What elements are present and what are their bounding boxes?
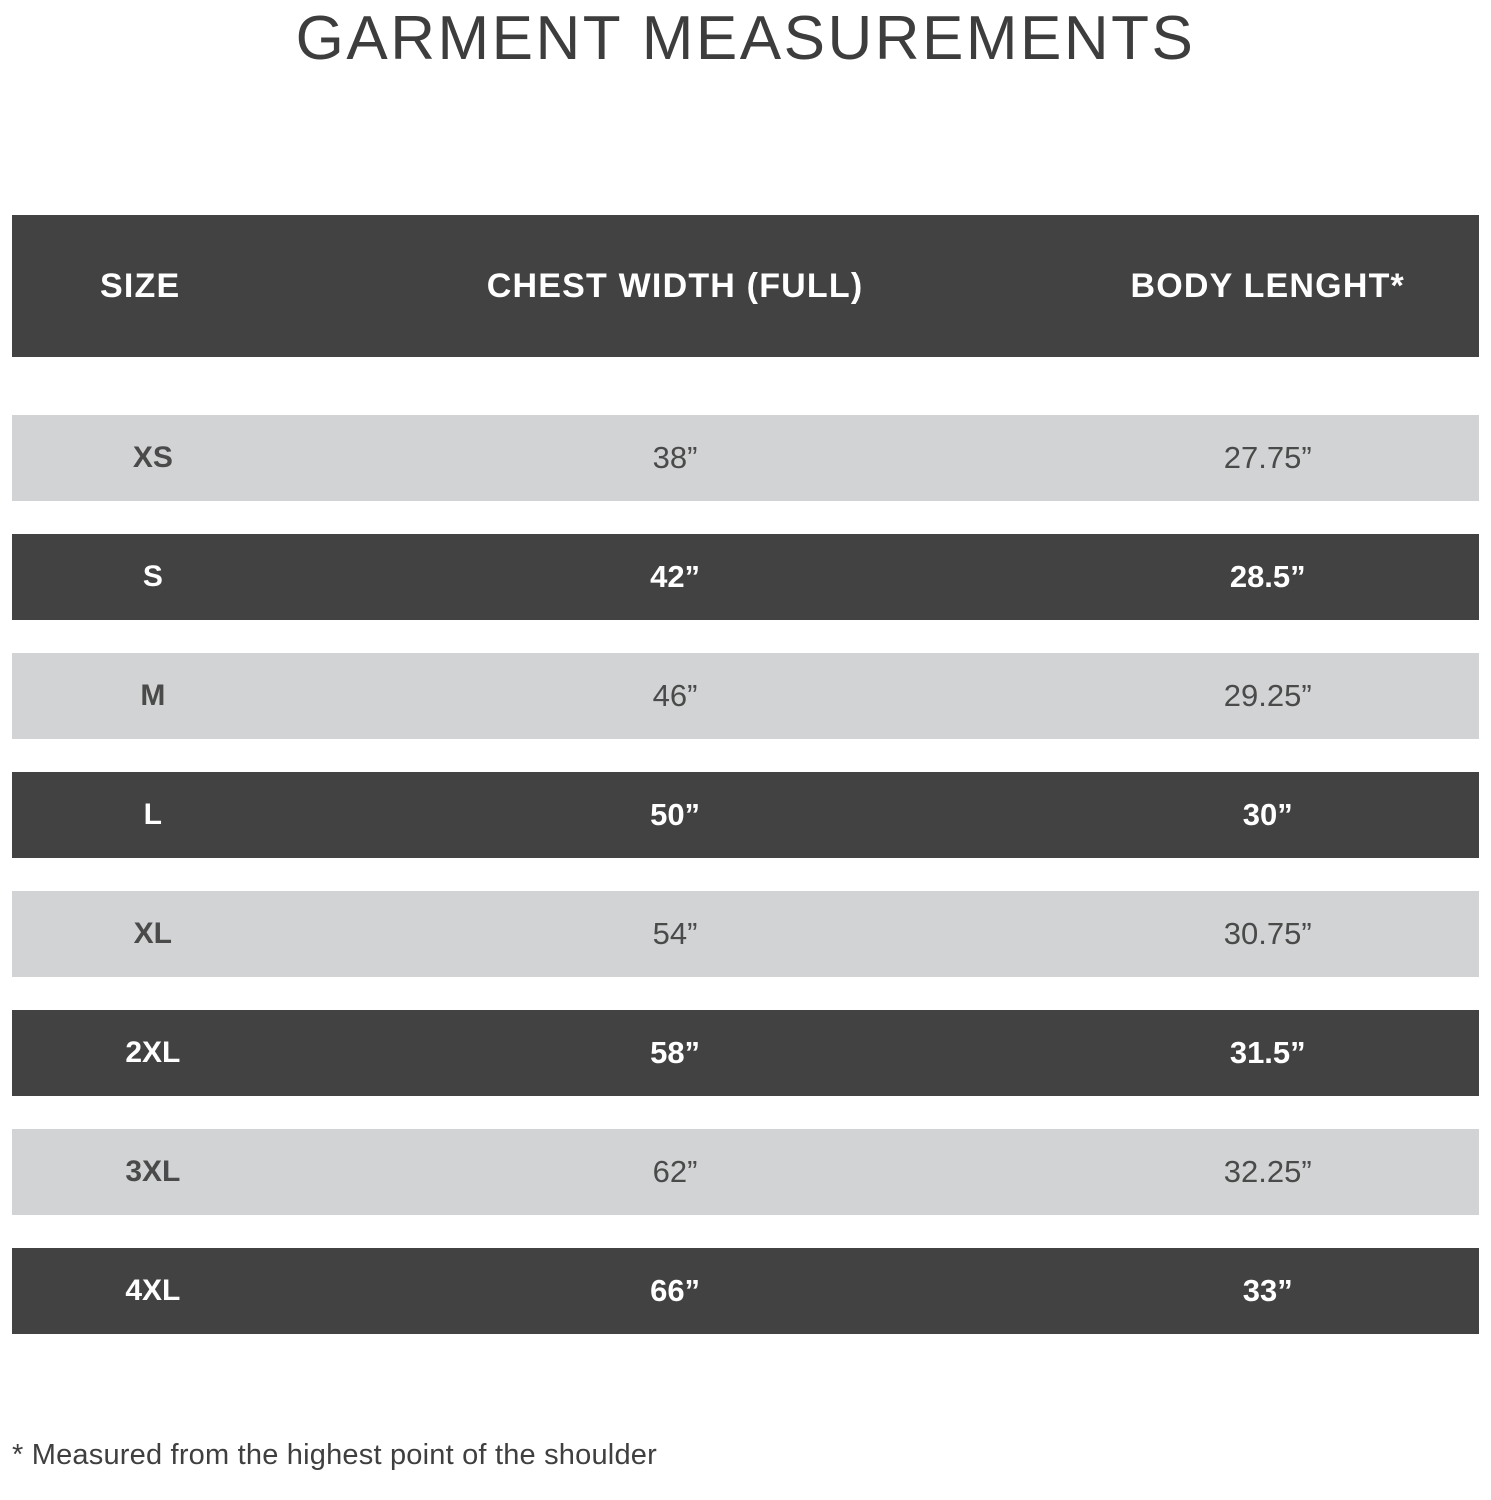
cell-chest-width: 62” bbox=[294, 1129, 1057, 1215]
table-row bbox=[12, 1129, 1479, 1215]
row-gap bbox=[12, 858, 1479, 891]
table-row bbox=[12, 653, 1479, 739]
column-header-chest-width: CHEST WIDTH (FULL) bbox=[294, 215, 1057, 357]
table-row bbox=[12, 891, 1479, 977]
row-gap bbox=[12, 501, 1479, 534]
cell-size: 3XL bbox=[12, 1129, 294, 1215]
cell-chest-width: 50” bbox=[294, 772, 1057, 858]
cell-size: M bbox=[12, 653, 294, 739]
cell-chest-width: 46” bbox=[294, 653, 1057, 739]
column-header-body-length: BODY LENGHT* bbox=[1057, 215, 1480, 357]
cell-chest-width: 42” bbox=[294, 534, 1057, 620]
cell-size: XS bbox=[12, 415, 294, 501]
row-gap bbox=[12, 1096, 1479, 1129]
cell-size: L bbox=[12, 772, 294, 858]
table-row bbox=[12, 415, 1479, 501]
cell-body-length: 32.25” bbox=[1057, 1129, 1480, 1215]
cell-body-length: 28.5” bbox=[1057, 534, 1480, 620]
header-spacer bbox=[12, 357, 1479, 415]
garment-measurements-table bbox=[12, 215, 1479, 1334]
table-body bbox=[12, 357, 1479, 1334]
row-gap bbox=[12, 977, 1479, 1010]
row-gap bbox=[12, 1215, 1479, 1248]
cell-chest-width: 54” bbox=[294, 891, 1057, 977]
cell-size: S bbox=[12, 534, 294, 620]
cell-body-length: 30” bbox=[1057, 772, 1480, 858]
cell-body-length: 27.75” bbox=[1057, 415, 1480, 501]
table-row bbox=[12, 1248, 1479, 1334]
cell-size: 2XL bbox=[12, 1010, 294, 1096]
cell-body-length: 31.5” bbox=[1057, 1010, 1480, 1096]
table-row bbox=[12, 534, 1479, 620]
row-gap bbox=[12, 739, 1479, 772]
table-row bbox=[12, 772, 1479, 858]
cell-body-length: 33” bbox=[1057, 1248, 1480, 1334]
table-header-row bbox=[12, 215, 1479, 357]
page-title: GARMENT MEASUREMENTS bbox=[295, 4, 1196, 73]
cell-body-length: 29.25” bbox=[1057, 653, 1480, 739]
cell-body-length: 30.75” bbox=[1057, 891, 1480, 977]
column-header-size: SIZE bbox=[12, 215, 294, 357]
cell-chest-width: 58” bbox=[294, 1010, 1057, 1096]
cell-size: 4XL bbox=[12, 1248, 294, 1334]
cell-chest-width: 38” bbox=[294, 415, 1057, 501]
cell-chest-width: 66” bbox=[294, 1248, 1057, 1334]
row-gap bbox=[12, 620, 1479, 653]
cell-size: XL bbox=[12, 891, 294, 977]
table-row bbox=[12, 1010, 1479, 1096]
footnote: * Measured from the highest point of the shoulder bbox=[12, 1439, 657, 1471]
